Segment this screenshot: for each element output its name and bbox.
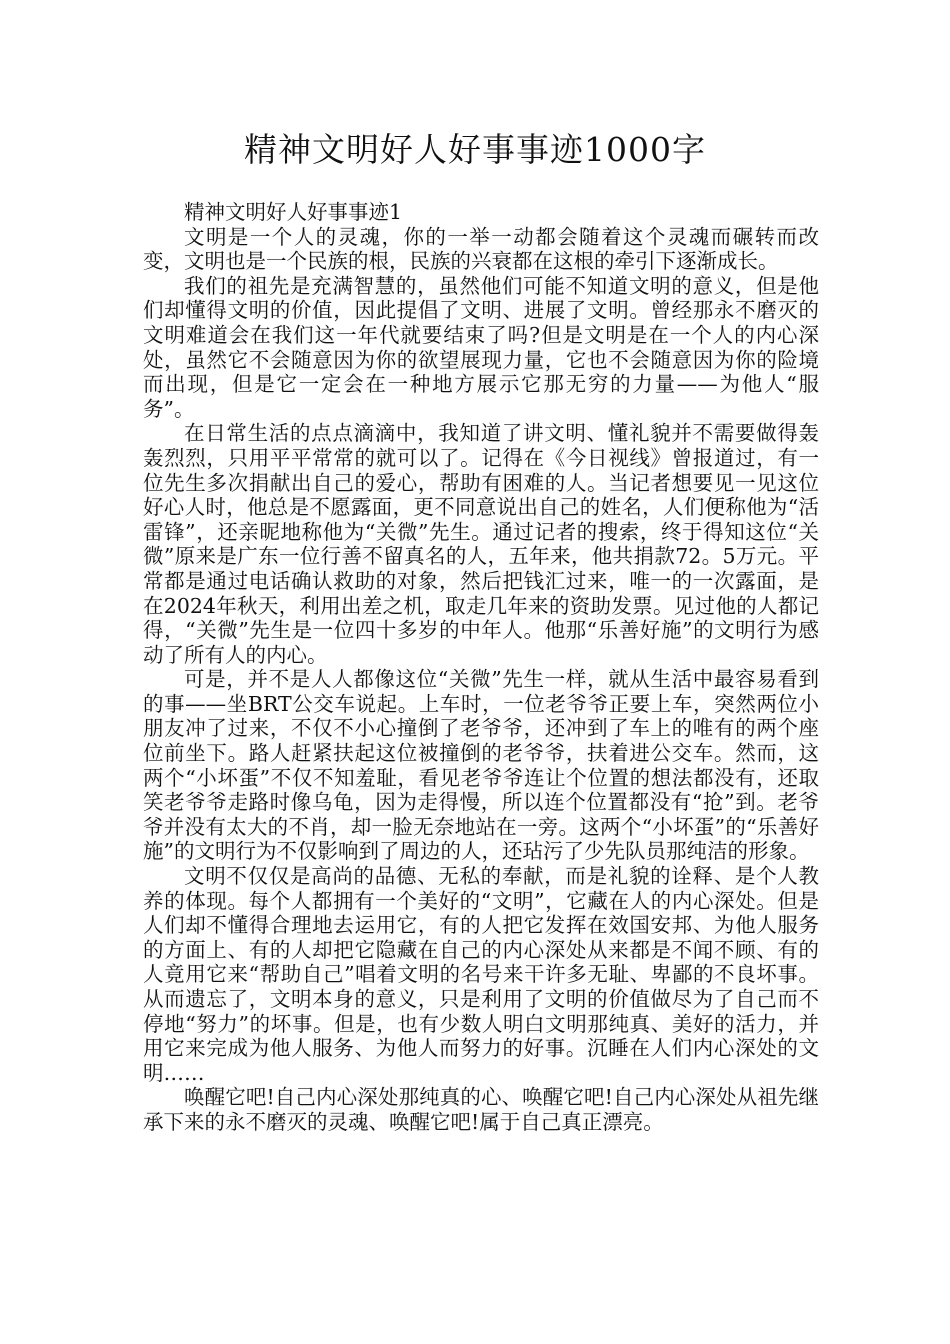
document-subtitle: 精神文明好人好事事迹1	[184, 200, 403, 224]
paragraph-4: 可是，并不是人人都像这位“关微”先生一样，就从生活中最容易看到的事——坐BRT公交车说起。上车时，一位老爷爷正要上车，突然两位小朋友冲了过来，不仅不小心撞倒了老爷爷，还冲到了车上的唯有的两个座位前坐下。路人赶紧扶起这位被撞倒的老爷爷，扶着进公交车。然而，这两个“小坏蛋”不仅不知羞耻，看见老爷爷连让个位置的想法都没有，还取笑老爷爷走路时像乌龟，因为走得慢，所以连个位置都没有“抢”到。老爷爷并没有太大的不肖，却一脸无奈地站在一旁。这两个“小坏蛋”的“乐善好施”的文明行为不仅影响到了周边的人，还玷污了少先队员那纯洁的形象。	[143, 667, 819, 864]
paragraph-1: 文明是一个人的灵魂，你的一举一动都会随着这个灵魂而碾转而改变，文明也是一个民族的根，民族的兴衰都在这根的牵引下逐渐成长。	[143, 224, 819, 274]
paragraph-6: 唤醒它吧!自己内心深处那纯真的心、唤醒它吧!自己内心深处从祖先继承下来的永不磨灭的灵魂、唤醒它吧!属于自己真正漂亮。	[143, 1085, 819, 1134]
paragraph-2: 我们的祖先是充满智慧的，虽然他们可能不知道文明的意义，但是他们却懂得文明的价值，因此提倡了文明、进展了文明。曾经那永不磨灭的文明难道会在我们这一年代就要结束了吗?但是文明是在一个人的内心深处，虽然它不会随意因为你的欲望展现力量，它也不会随意因为你的险境而出现，但是它一定会在一种地方展示它那无穷的力量——为他人“服务”。	[143, 273, 819, 421]
document-body	[143, 200, 819, 1135]
paragraph-5: 文明不仅仅是高尚的品德、无私的奉献，而是礼貌的诠释、是个人教养的体现。每个人都拥有一个美好的“文明”，它藏在人的内心深处。但是人们却不懂得合理地去运用它，有的人把它发挥在效国安邦、为他人服务的方面上、有的人却把它隐藏在自己的内心深处从来都是不闻不顾、有的人竟用它来“帮助自己”唱着文明的名号来干许多无耻、卑鄙的不良坏事。从而遗忘了，文明本身的意义，只是利用了文明的价值做尽为了自己而不停地“努力”的坏事。但是，也有少数人明白文明那纯真、美好的活力，并用它来完成为他人服务、为他人而努力的好事。沉睡在人们内心深处的文明……	[143, 864, 819, 1085]
document-title: 精神文明好人好事事迹1000字	[244, 130, 706, 169]
paragraph-3: 在日常生活的点点滴滴中，我知道了讲文明、懂礼貌并不需要做得轰轰烈烈，只用平平常常的就可以了。记得在《今日视线》曾报道过，有一位先生多次捐献出自己的爱心，帮助有困难的人。当记者想要见一见这位好心人时，他总是不愿露面，更不同意说出自己的姓名，人们便称他为“活雷锋”，还亲昵地称他为“关微”先生。通过记者的搜索，终于得知这位“关微”原来是广东一位行善不留真名的人，五年来，他共捐款72。5万元。平常都是通过电话确认救助的对象，然后把钱汇过来，唯一的一次露面，是在2024年秋天，利用出差之机，取走几年来的资助发票。见过他的人都记得，“关微”先生是一位四十多岁的中年人。他那“乐善好施”的文明行为感动了所有人的内心。	[143, 421, 819, 667]
